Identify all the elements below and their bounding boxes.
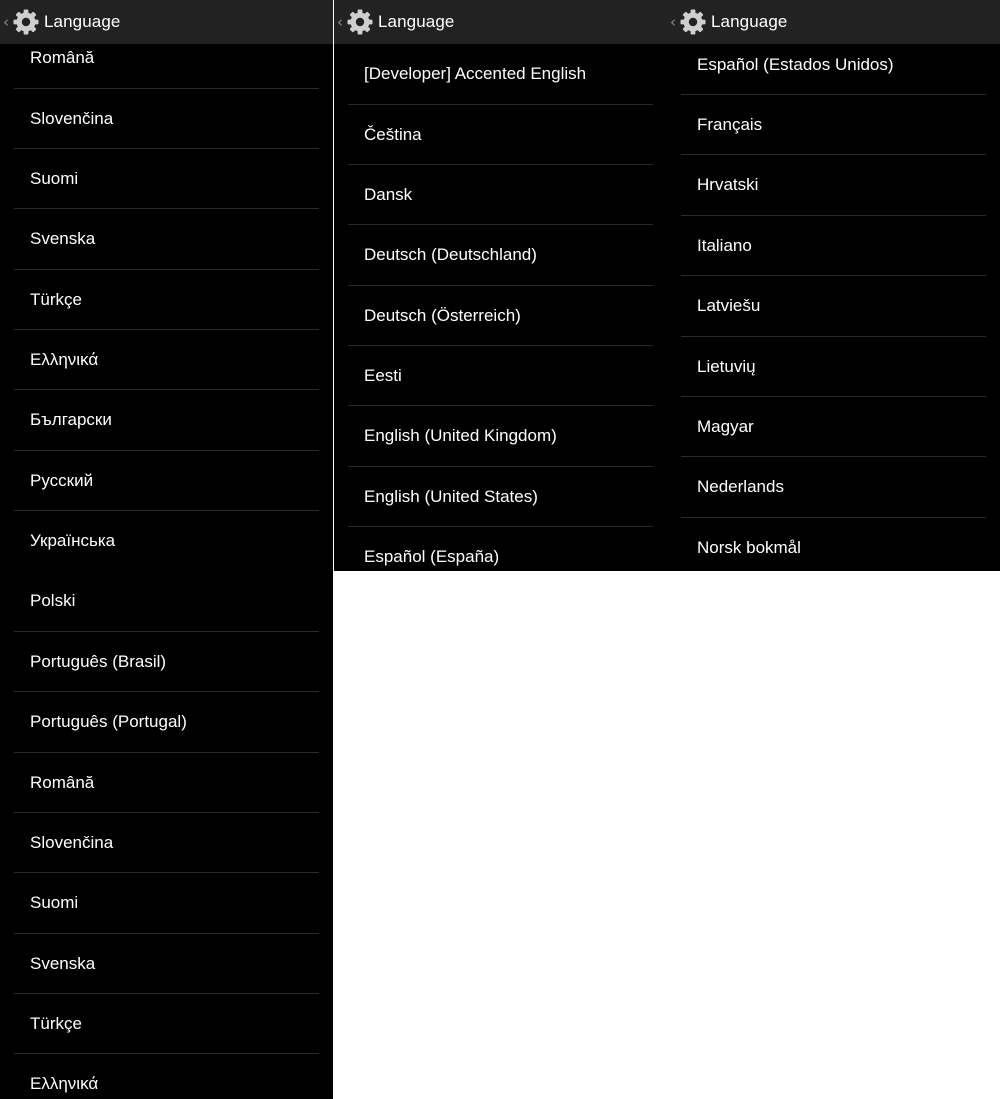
language-label: Português (Brasil) <box>30 652 167 671</box>
language-label: Suomi <box>30 169 79 188</box>
language-label: [Developer] Accented English <box>364 64 587 83</box>
action-bar[interactable] <box>0 0 333 44</box>
language-item[interactable] <box>0 692 333 752</box>
language-label: Ελληνικά <box>30 1074 99 1093</box>
action-bar[interactable] <box>334 0 667 44</box>
language-item[interactable] <box>667 276 1000 336</box>
language-label: Română <box>30 773 95 792</box>
language-item[interactable] <box>334 225 667 285</box>
language-label: Български <box>30 410 112 429</box>
language-item[interactable] <box>667 397 1000 457</box>
language-label: Hrvatski <box>697 175 759 194</box>
language-item[interactable] <box>0 270 333 330</box>
gear-icon <box>11 7 41 37</box>
language-item[interactable] <box>334 286 667 346</box>
language-item[interactable] <box>667 95 1000 155</box>
language-item[interactable] <box>334 406 667 466</box>
language-item[interactable] <box>334 165 667 225</box>
language-item[interactable] <box>334 527 667 571</box>
language-item[interactable] <box>667 216 1000 276</box>
language-screen-1 <box>0 0 333 571</box>
language-item[interactable] <box>0 511 333 571</box>
language-item[interactable] <box>667 35 1000 95</box>
language-item[interactable] <box>0 390 333 450</box>
language-label: Türkçe <box>30 1014 82 1033</box>
chevron-left-icon[interactable]: ‹ <box>337 12 343 31</box>
language-item[interactable] <box>0 632 333 692</box>
language-screen-4 <box>0 571 333 1099</box>
chevron-left-icon[interactable]: ‹ <box>3 12 9 31</box>
language-item[interactable] <box>0 571 333 631</box>
language-label: Svenska <box>30 229 96 248</box>
language-item[interactable] <box>0 209 333 269</box>
language-label: English (United Kingdom) <box>364 426 557 445</box>
language-item[interactable] <box>667 337 1000 397</box>
language-item[interactable] <box>667 155 1000 215</box>
language-label: Nederlands <box>697 477 784 496</box>
language-label: Svenska <box>30 954 96 973</box>
language-label: Eesti <box>364 366 402 385</box>
language-label: Dansk <box>364 185 413 204</box>
language-screen-3 <box>667 0 1000 571</box>
gear-icon <box>678 7 708 37</box>
language-screen-2 <box>334 0 667 571</box>
language-item[interactable] <box>0 934 333 994</box>
language-item[interactable] <box>0 89 333 149</box>
action-bar[interactable] <box>667 0 1000 44</box>
language-label: Čeština <box>364 125 422 144</box>
language-label: Suomi <box>30 893 79 912</box>
language-label: Русский <box>30 471 94 490</box>
language-label: Slovenčina <box>30 833 114 852</box>
language-item[interactable] <box>334 346 667 406</box>
language-item[interactable] <box>0 994 333 1054</box>
language-item[interactable] <box>0 873 333 933</box>
chevron-left-icon[interactable]: ‹ <box>670 12 676 31</box>
language-item[interactable] <box>0 753 333 813</box>
language-label: Deutsch (Deutschland) <box>364 245 537 264</box>
language-item[interactable] <box>0 1054 333 1099</box>
language-label: Español (España) <box>364 547 500 566</box>
language-label: Slovenčina <box>30 109 114 128</box>
language-label: Magyar <box>697 417 754 436</box>
language-label: Latviešu <box>697 296 761 315</box>
page-title: Language <box>711 12 788 31</box>
language-item[interactable] <box>667 518 1000 571</box>
gear-icon <box>345 7 375 37</box>
language-label: Türkçe <box>30 290 82 309</box>
language-label: Lietuvių <box>697 357 756 376</box>
language-item[interactable] <box>667 457 1000 517</box>
language-item[interactable] <box>334 467 667 527</box>
language-item[interactable] <box>334 105 667 165</box>
language-label: Română <box>30 48 95 67</box>
language-label: Українська <box>30 531 116 550</box>
language-label: Español (Estados Unidos) <box>697 55 894 74</box>
language-label: Português (Portugal) <box>30 712 187 731</box>
language-label: Deutsch (Österreich) <box>364 306 521 325</box>
language-label: Polski <box>30 591 76 610</box>
language-label: Norsk bokmål <box>697 538 801 557</box>
language-item[interactable] <box>334 44 667 104</box>
language-label: Français <box>697 115 763 134</box>
language-label: Italiano <box>697 236 752 255</box>
language-item[interactable] <box>0 149 333 209</box>
language-item[interactable] <box>0 330 333 390</box>
language-label: English (United States) <box>364 487 538 506</box>
language-item[interactable] <box>0 451 333 511</box>
page-title: Language <box>378 12 455 31</box>
language-label: Ελληνικά <box>30 350 99 369</box>
language-item[interactable] <box>0 813 333 873</box>
page-title: Language <box>44 12 121 31</box>
